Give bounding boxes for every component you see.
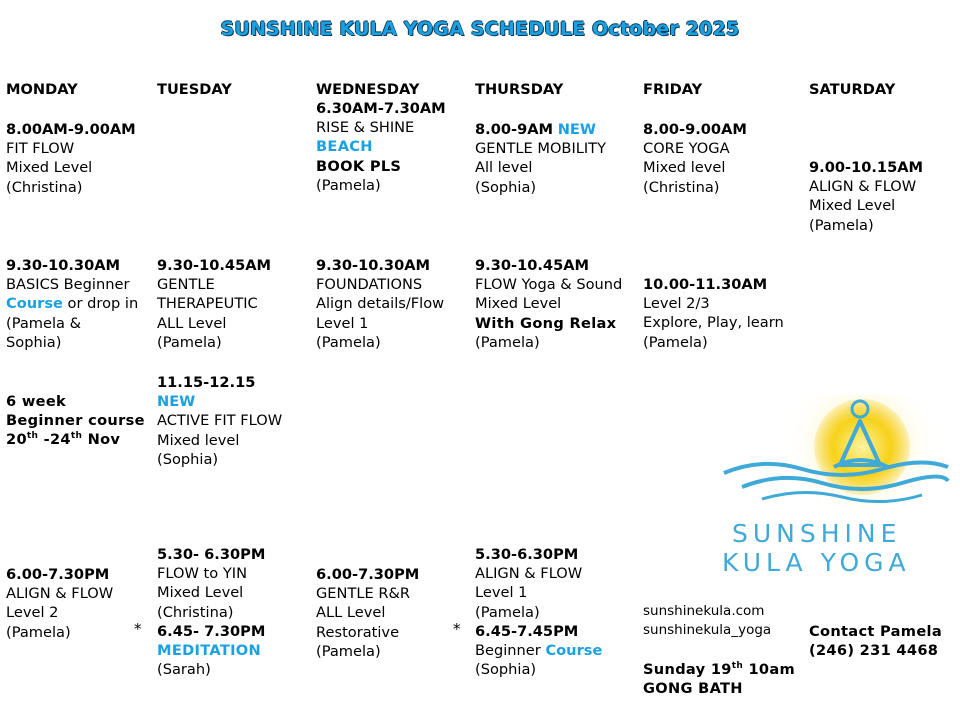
- class-name: FLOW to YIN: [157, 565, 247, 583]
- class-name: GENTLE: [157, 276, 215, 294]
- class-thursday-evening: [475, 545, 602, 679]
- class-friday-core-yoga: [643, 120, 747, 197]
- class-tuesday-evening: [157, 545, 265, 679]
- class-teacher: (Pamela): [157, 333, 222, 351]
- class-booking-note: BOOK PLS: [316, 157, 402, 175]
- class-teacher: (Pamela): [316, 176, 381, 194]
- class-name: ACTIVE FIT FLOW: [157, 412, 283, 430]
- class-time: 6.00-7.30PM: [6, 566, 110, 583]
- class-name: FLOW Yoga & Sound: [475, 276, 623, 294]
- class-name: CORE YOGA: [643, 140, 730, 158]
- class-time: 6.45- 7.30PM: [157, 622, 266, 640]
- new-badge: NEW: [557, 121, 596, 138]
- class-level: Level 1: [316, 314, 369, 332]
- class-friday-level-2-3: [643, 275, 784, 352]
- day-header-thursday: THURSDAY: [475, 81, 564, 98]
- class-teacher: (Sophia): [157, 450, 219, 468]
- class-name: GENTLE MOBILITY: [475, 140, 607, 158]
- asterisk-marker: *: [134, 620, 142, 638]
- website-link[interactable]: sunshinekula.com: [643, 603, 765, 619]
- class-name: ALIGN & FLOW: [6, 585, 114, 603]
- class-teacher: (Sophia): [475, 661, 537, 679]
- class-teacher: (Pamela): [475, 603, 540, 621]
- course-label: Course: [545, 642, 603, 660]
- class-thursday-flow-sound: [475, 256, 622, 352]
- class-wednesday-foundations: [316, 256, 444, 352]
- class-teacher: (Pamela): [809, 216, 874, 234]
- class-wednesday-evening: [316, 565, 419, 661]
- page-title: SUNSHINE KULA YOGA SCHEDULE October 2025: [220, 18, 740, 40]
- class-teacher: (Christina): [643, 178, 720, 196]
- class-level: ALL Level: [316, 604, 386, 622]
- gong-bath-event: Sunday 19th 10am GONG BATH: [643, 661, 796, 698]
- class-level: Mixed Level: [6, 159, 93, 177]
- drop-in-label: or drop in: [62, 295, 139, 313]
- class-level: Mixed Level: [475, 295, 562, 313]
- class-name: Beginner: [475, 642, 546, 660]
- class-teacher: (Sophia): [475, 178, 537, 196]
- class-teacher: (Pamela): [316, 333, 381, 351]
- course-dates: 20th -24th Nov: [6, 431, 121, 449]
- class-time: 5.30-6.30PM: [475, 546, 579, 563]
- asterisk-marker: *: [453, 620, 461, 638]
- class-level: Level 2: [6, 604, 59, 622]
- class-name: RISE & SHINE: [316, 119, 415, 137]
- contact-phone: (246) 231 4468: [809, 642, 939, 660]
- class-teacher: (Pamela): [316, 642, 381, 660]
- class-teacher: (Pamela &: [6, 314, 81, 332]
- event-name: GONG BATH: [643, 680, 743, 698]
- class-time: 9.00-10.15AM: [809, 159, 924, 176]
- class-detail: Align details/Flow: [316, 295, 445, 313]
- class-name-meditation: MEDITATION: [157, 642, 262, 660]
- class-time: 6.45-7.45PM: [475, 622, 579, 640]
- class-thursday-gentle-mobility: [475, 120, 606, 197]
- class-monday-fit-flow: [6, 120, 136, 197]
- class-teacher: (Christina): [6, 178, 83, 196]
- class-monday-evening: [6, 565, 113, 642]
- class-name: ALIGN & FLOW: [475, 565, 583, 583]
- class-tuesday-gentle-therapeutic: [157, 256, 271, 352]
- class-detail: Restorative: [316, 623, 400, 641]
- class-beach-label: BEACH: [316, 138, 373, 156]
- class-time: 9.30-10.30AM: [316, 257, 431, 274]
- day-header-wednesday: WEDNESDAY: [316, 81, 420, 98]
- class-time: 8.00-9AM: [475, 121, 554, 138]
- class-level: Level 1: [475, 584, 528, 602]
- course-title: Beginner course: [6, 412, 145, 430]
- class-time: 11.15-12.15: [157, 374, 256, 391]
- day-header-friday: FRIDAY: [643, 81, 703, 98]
- class-extra: With Gong Relax: [475, 314, 617, 332]
- day-header-tuesday: TUESDAY: [157, 81, 232, 98]
- class-level: Level 2/3: [643, 295, 710, 313]
- class-level: All level: [475, 159, 533, 177]
- class-teacher: (Christina): [157, 603, 234, 621]
- day-header-monday: MONDAY: [6, 81, 78, 98]
- class-time: 9.30-10.30AM: [6, 257, 121, 274]
- contact-links: [643, 602, 771, 640]
- class-level: Mixed level: [643, 159, 726, 177]
- contact-name: Contact Pamela: [809, 623, 942, 640]
- class-time: 6.30AM-7.30AM: [316, 100, 446, 117]
- class-name: GENTLE R&R: [316, 585, 411, 603]
- class-wednesday-rise-shine: [316, 99, 446, 195]
- class-level: ALL Level: [157, 314, 227, 332]
- class-name: FIT FLOW: [6, 140, 75, 158]
- class-teacher: (Pamela): [643, 333, 708, 351]
- class-monday-basics: [6, 256, 138, 352]
- class-teacher: (Pamela): [475, 333, 540, 351]
- class-time: 8.00-9.00AM: [643, 121, 747, 138]
- class-time: 10.00-11.30AM: [643, 276, 768, 293]
- day-header-saturday: SATURDAY: [809, 81, 896, 98]
- logo-text-line-2: KULA YOGA: [722, 548, 911, 577]
- class-name: FOUNDATIONS: [316, 276, 423, 294]
- class-teacher: (Pamela): [6, 623, 71, 641]
- course-duration: 6 week: [6, 393, 67, 410]
- class-name: ALIGN & FLOW: [809, 178, 917, 196]
- class-level: Mixed level: [157, 431, 240, 449]
- social-handle[interactable]: sunshinekula_yoga: [643, 622, 772, 639]
- class-level: Mixed Level: [809, 197, 896, 215]
- class-teacher: (Sarah): [157, 661, 211, 679]
- brand-logo: [722, 395, 950, 585]
- beginner-course-notice: [6, 392, 145, 450]
- class-teacher: Sophia): [6, 333, 62, 351]
- course-label: Course: [6, 295, 63, 313]
- class-detail: Explore, Play, learn: [643, 314, 784, 332]
- class-time: 8.00AM-9.00AM: [6, 121, 136, 138]
- class-saturday-align-flow: [809, 158, 923, 235]
- class-tuesday-active-fit-flow: [157, 373, 282, 469]
- new-badge: NEW: [157, 393, 196, 411]
- class-time: 9.30-10.45AM: [475, 257, 590, 274]
- class-time: 6.00-7.30PM: [316, 566, 420, 583]
- class-name: BASICS Beginner: [6, 276, 130, 294]
- contact-block: [809, 622, 942, 660]
- class-time: 5.30- 6.30PM: [157, 546, 266, 563]
- class-level: Mixed Level: [157, 584, 244, 602]
- class-time: 9.30-10.45AM: [157, 257, 272, 274]
- logo-text-line-1: SUNSHINE: [732, 519, 902, 548]
- class-name: THERAPEUTIC: [157, 295, 258, 313]
